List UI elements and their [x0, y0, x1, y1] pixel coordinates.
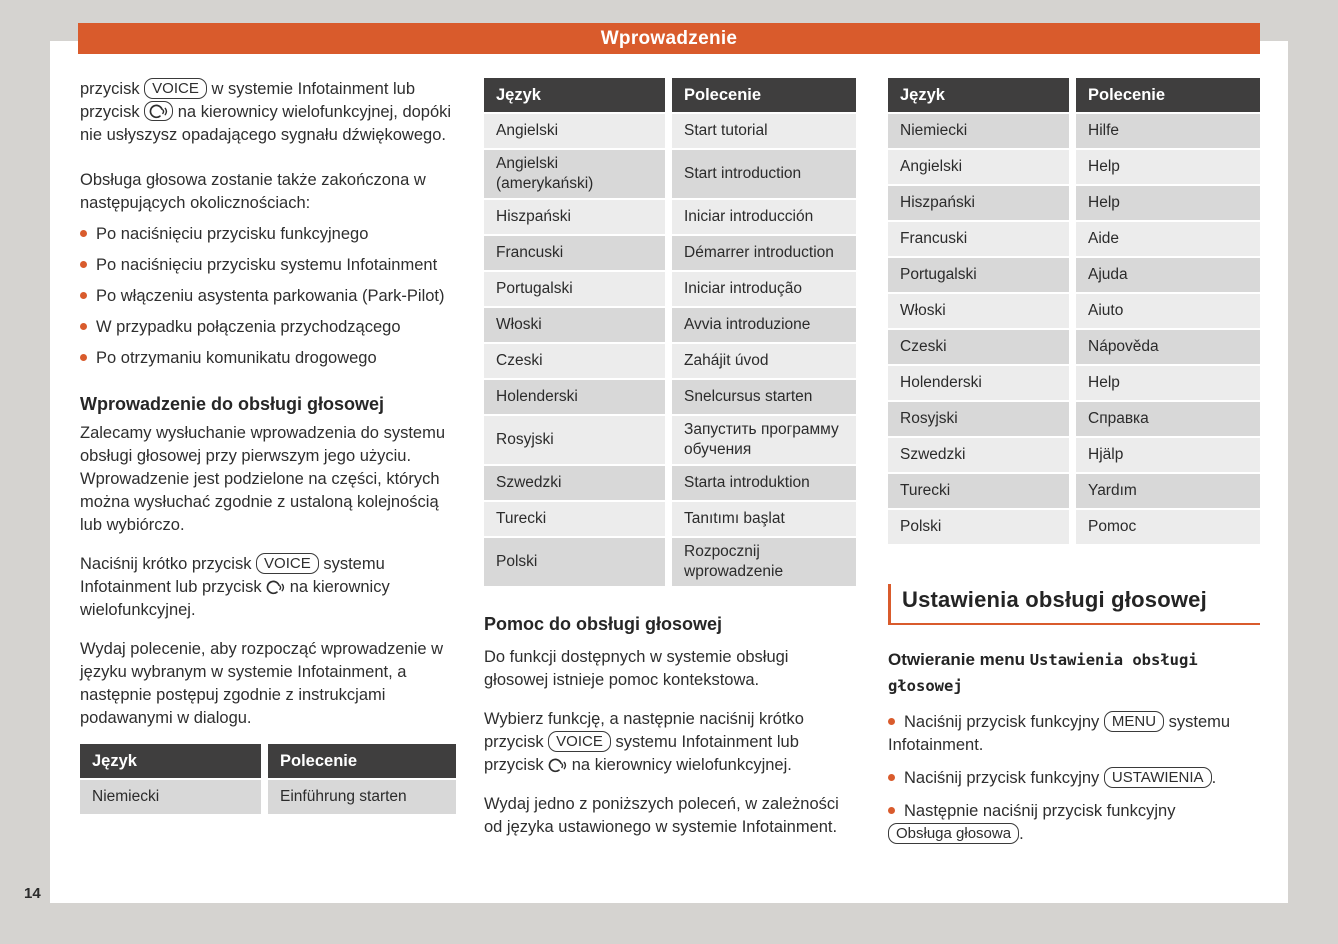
section-heading-introduction: Wprowadzenie do obsługi głosowej: [80, 394, 385, 414]
table-cell: Szwedzki: [484, 466, 665, 500]
voice-icon: [548, 756, 567, 774]
bullet-icon: [888, 774, 895, 781]
voice-icon: [144, 101, 173, 121]
table-header-cell: Polecenie: [268, 744, 456, 778]
table-cell: Hjälp: [1076, 438, 1260, 472]
end-conditions-list: [80, 223, 456, 370]
table-cell: Francuski: [484, 236, 665, 270]
bullet-icon: [80, 354, 87, 361]
menu-path-text: Ustawienia obsługi głosowej: [888, 651, 1198, 695]
bullet-icon: [80, 323, 87, 330]
table-cell: Avvia introduzione: [672, 308, 856, 342]
table-cell: Czeski: [888, 330, 1069, 364]
table-cell: Niemiecki: [80, 780, 261, 814]
table-cell: Start tutorial: [672, 114, 856, 148]
voice-icon: [266, 578, 285, 596]
table-cell: Turecki: [888, 474, 1069, 508]
voice-key-label: VOICE: [548, 731, 611, 752]
table-cell: Aide: [1076, 222, 1260, 256]
paragraph-give-command: Wydaj polecenie, aby rozpocząć wprowadzenie w języku wybranym w systemie Infotainment, a następnie postępuj zgodnie z instrukcjami podawanymi w dialogu.: [80, 640, 444, 727]
list-item: Po otrzymaniu komunikatu drogowego: [80, 347, 456, 370]
section-heading-settings: Ustawienia obsługi głosowej: [888, 584, 1260, 625]
table-cell: Help: [1076, 150, 1260, 184]
table-cell: Polski: [484, 538, 665, 586]
table-cell: Yardım: [1076, 474, 1260, 508]
table-cell: Polski: [888, 510, 1069, 544]
right-column: [888, 78, 1260, 846]
paragraph-context-help: Do funkcji dostępnych w systemie obsługi głosowej istnieje pomoc kontekstowa.: [484, 648, 789, 689]
voice-key-label: VOICE: [256, 553, 319, 574]
table-header-cell: Język: [484, 78, 665, 112]
table-cell: Démarrer introduction: [672, 236, 856, 270]
table-cell: Niemiecki: [888, 114, 1069, 148]
table-cell: Turecki: [484, 502, 665, 536]
table-cell: Angielski (amerykański): [484, 150, 665, 198]
paragraph-say-command: Wydaj jedno z poniższych poleceń, w zależności od języka ustawionego w systemie Infotainment.: [484, 795, 839, 836]
table-cell: Tanıtımı başlat: [672, 502, 856, 536]
table-cell: Iniciar introducción: [672, 200, 856, 234]
list-item: Następnie naciśnij przycisk funkcyjny Obsługa głosowa .: [888, 800, 1260, 846]
settings-steps-list: [888, 711, 1260, 846]
table-cell: Rosyjski: [484, 416, 665, 464]
bullet-icon: [80, 261, 87, 268]
paragraph-select-function: Wybierz funkcję, a następnie naciśnij krótko przycisk VOICE systemu Infotainment lub przycisk na kierownicy wielofunkcyjnej.: [484, 710, 804, 774]
table-cell: Nápověda: [1076, 330, 1260, 364]
table-header-cell: Polecenie: [672, 78, 856, 112]
middle-column: [484, 78, 856, 839]
table-cell: Einführung starten: [268, 780, 456, 814]
intro-commands-table: [484, 78, 856, 586]
table-cell: Szwedzki: [888, 438, 1069, 472]
table-cell: Starta introduktion: [672, 466, 856, 500]
bullet-icon: [888, 718, 895, 725]
list-item: Po włączeniu asystenta parkowania (Park-Pilot): [80, 285, 456, 308]
chapter-title: Wprowadzenie: [600, 28, 738, 49]
paragraph-end-conditions: Obsługa głosowa zostanie także zakończona w następujących okolicznościach:: [80, 171, 426, 212]
bullet-icon: [888, 807, 895, 814]
paragraph-press-voice: Naciśnij krótko przycisk VOICE systemu Infotainment lub przycisk na kierownicy wielofunkcyjnej.: [80, 555, 390, 619]
table-cell: Holenderski: [888, 366, 1069, 400]
table-cell: Pomoc: [1076, 510, 1260, 544]
list-item: Po naciśnięciu przycisku systemu Infotainment: [80, 254, 456, 277]
table-cell: Hiszpański: [888, 186, 1069, 220]
help-commands-table: [888, 78, 1260, 544]
table-cell: Włoski: [484, 308, 665, 342]
chapter-header-bar: [78, 23, 1260, 54]
section-heading-help: Pomoc do obsługi głosowej: [484, 614, 723, 634]
list-item: Po naciśnięciu przycisku funkcyjnego: [80, 223, 456, 246]
table-cell: Angielski: [888, 150, 1069, 184]
paragraph-voice-button: przycisk VOICE w systemie Infotainment lub przycisk na kierownicy wielofunkcyjnej, dopóki nie usłyszysz opadającego sygnału dźwiękowego.: [80, 80, 452, 144]
table-cell: Holenderski: [484, 380, 665, 414]
table-cell: Hiszpański: [484, 200, 665, 234]
voice-control-key-label: Obsługa głosowa: [888, 823, 1019, 844]
left-column: [80, 78, 456, 814]
table-header-cell: Język: [888, 78, 1069, 112]
table-header-cell: Polecenie: [1076, 78, 1260, 112]
table-cell: Запустить программу обучения: [672, 416, 856, 464]
table-cell: Portugalski: [484, 272, 665, 306]
table-cell: Ajuda: [1076, 258, 1260, 292]
table-cell: Справка: [1076, 402, 1260, 436]
table-cell: Francuski: [888, 222, 1069, 256]
list-item: Naciśnij przycisk funkcyjny MENU systemu Infotainment.: [888, 713, 1231, 754]
settings-key-label: USTAWIENIA: [1104, 767, 1212, 788]
table-cell: Angielski: [484, 114, 665, 148]
table-header-cell: Język: [80, 744, 261, 778]
table-cell: Help: [1076, 366, 1260, 400]
page-number: 14: [24, 885, 41, 902]
intro-command-table-german: [80, 744, 456, 814]
table-cell: Włoski: [888, 294, 1069, 328]
table-cell: Iniciar introdução: [672, 272, 856, 306]
voice-key-label: VOICE: [144, 78, 207, 99]
table-cell: Rozpocznij wprowadzenie: [672, 538, 856, 586]
table-cell: Rosyjski: [888, 402, 1069, 436]
table-cell: Hilfe: [1076, 114, 1260, 148]
table-cell: Help: [1076, 186, 1260, 220]
bullet-icon: [80, 292, 87, 299]
table-cell: Start introduction: [672, 150, 856, 198]
list-item: Naciśnij przycisk funkcyjny USTAWIENIA .: [888, 767, 1260, 790]
table-cell: Zahájit úvod: [672, 344, 856, 378]
table-cell: Portugalski: [888, 258, 1069, 292]
paragraph-recommendation: Zalecamy wysłuchanie wprowadzenia do systemu obsługi głosowej przy pierwszym jego użyciu. Wprowadzenie jest podzielone na części, których można wysłuchać zgodnie z ustaloną kolejnością lub wybiórczo.: [80, 424, 445, 534]
table-cell: Aiuto: [1076, 294, 1260, 328]
list-item: W przypadku połączenia przychodzącego: [80, 316, 456, 339]
table-cell: Czeski: [484, 344, 665, 378]
table-cell: Snelcursus starten: [672, 380, 856, 414]
bullet-icon: [80, 230, 87, 237]
menu-key-label: MENU: [1104, 711, 1164, 732]
subheading-open-menu: Otwieranie menu Ustawienia obsługi głosowej: [888, 650, 1198, 695]
